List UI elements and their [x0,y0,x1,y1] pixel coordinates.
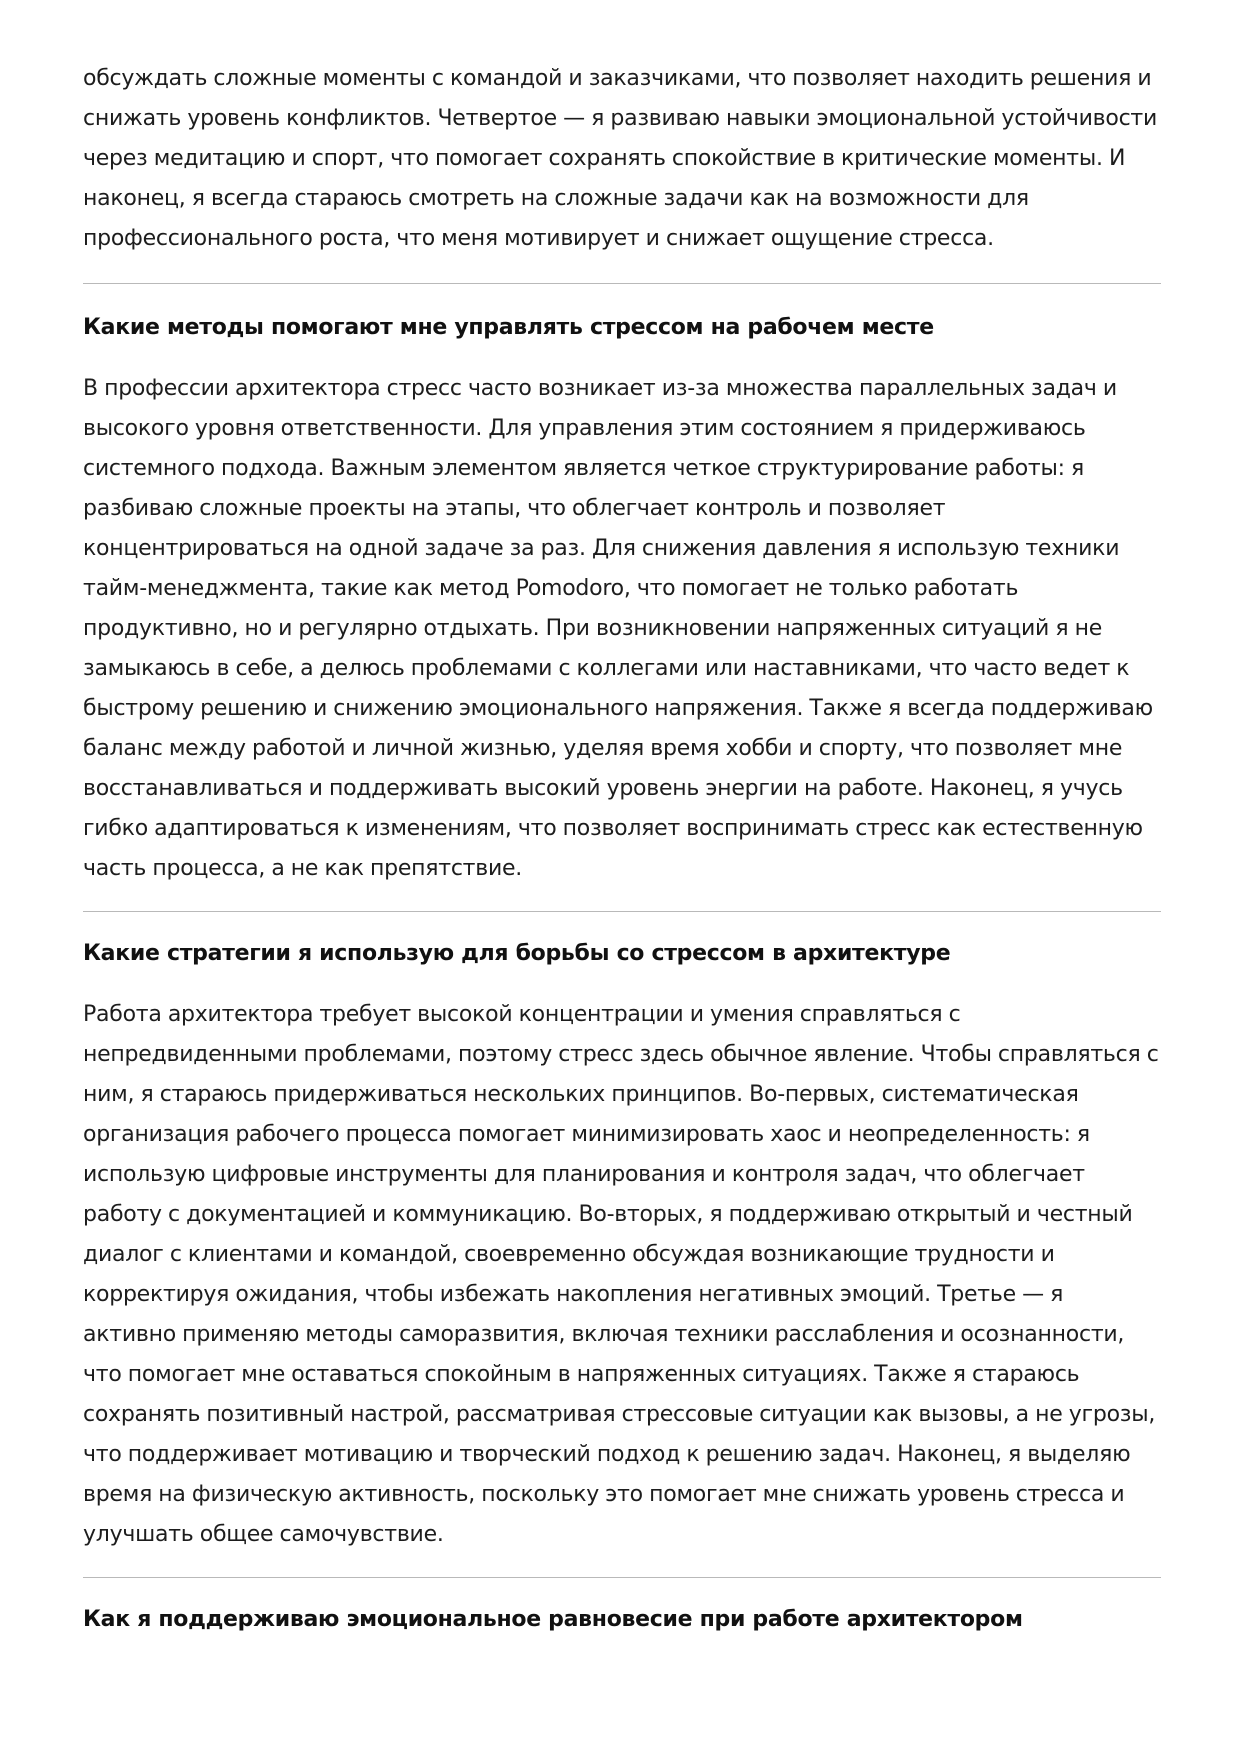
section-body-stress-methods: В профессии архитектора стресс часто возникает из-за множества параллельных задач и высокого уровня ответственности. Для управления этим состоянием я придерживаюсь системного подхода. Важным элементом является четкое структурирование работы: я разбиваю сложные проекты на этапы, что облегчает контроль и позволяет концентрироваться на одной задаче за раз. Для снижения давления я использую техники тайм-менеджмента, такие как метод Pomodoro, что помогает не только работать продуктивно, но и регулярно отдыхать. При возникновении напряженных ситуаций я не замыкаюсь в себе, а делюсь проблемами с коллегами или наставниками, что часто ведет к быстрому решению и снижению эмоционального напряжения. Также я всегда поддерживаю баланс между работой и личной жизнью, уделяя время хобби и спорту, что позволяет мне восстанавливаться и поддерживать высокий уровень энергии на работе. Наконец, я учусь гибко адаптироваться к изменениям, что позволяет воспринимать стресс как естественную часть процесса, а не как препятствие. [83,376,1153,881]
section-heading-stress-strategies: Какие стратегии я использую для борьбы со стрессом в архитектуре [83,941,951,966]
document-page [83,0,1161,1635]
section-divider [83,911,1161,912]
section-heading-emotional-balance: Как я поддерживаю эмоциональное равновесие при работе архитектором [83,1607,1023,1632]
section-divider [83,283,1161,284]
section-divider [83,1577,1161,1578]
section-body-stress-strategies: Работа архитектора требует высокой концентрации и умения справляться с непредвиденными проблемами, поэтому стресс здесь обычное явление. Чтобы справляться с ним, я стараюсь придерживаться нескольких принципов. Во-первых, систематическая организация рабочего процесса помогает минимизировать хаос и неопределенность: я использую цифровые инструменты для планирования и контроля задач, что облегчает работу с документацией и коммуникацию. Во-вторых, я поддерживаю открытый и честный диалог с клиентами и командой, своевременно обсуждая возникающие трудности и корректируя ожидания, чтобы избежать накопления негативных эмоций. Третье — я активно применяю методы саморазвития, включая техники расслабления и осознанности, что помогает мне оставаться спокойным в напряженных ситуациях. Также я стараюсь сохранять позитивный настрой, рассматривая стрессовые ситуации как вызовы, а не угрозы, что поддерживает мотивацию и творческий подход к решению задач. Наконец, я выделяю время на физическую активность, поскольку это помогает мне снижать уровень стресса и улучшать общее самочувствие. [83,1002,1159,1547]
intro-paragraph: обсуждать сложные моменты с командой и заказчиками, что позволяет находить решения и снижать уровень конфликтов. Четвертое — я развиваю навыки эмоциональной устойчивости через медитацию и спорт, что помогает сохранять спокойствие в критические моменты. И наконец, я всегда стараюсь смотреть на сложные задачи как на возможности для профессионального роста, что меня мотивирует и снижает ощущение стресса. [83,66,1158,251]
section-heading-stress-methods: Какие методы помогают мне управлять стрессом на рабочем месте [83,315,934,340]
